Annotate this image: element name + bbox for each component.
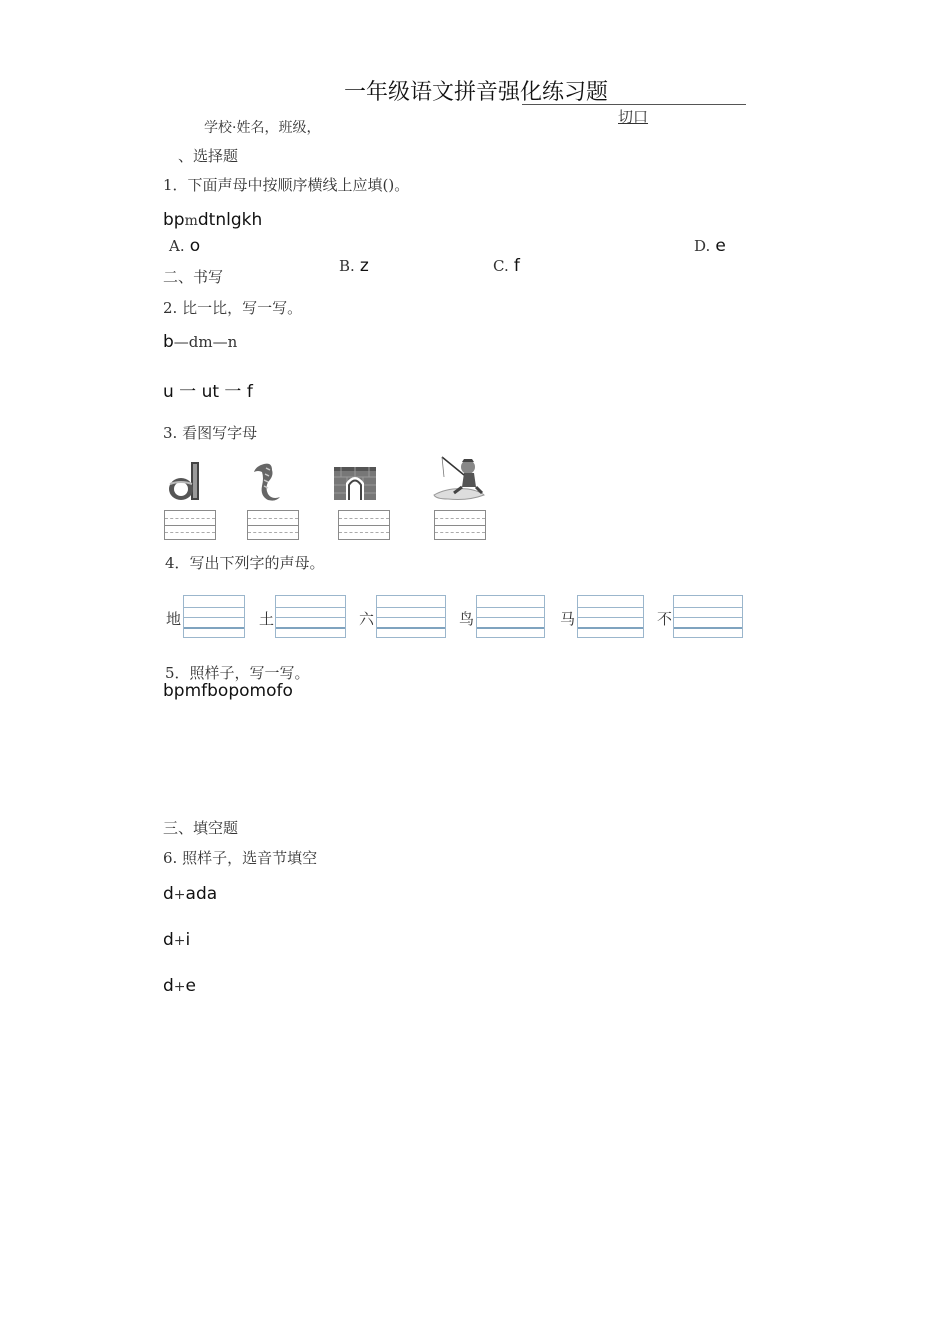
- q4-char-5: 马: [560, 610, 576, 628]
- q6-row-1-final: ada: [185, 884, 218, 904]
- writing-box-2[interactable]: [247, 510, 299, 540]
- q4-char-4: 鸟: [459, 610, 475, 628]
- cut-line: [522, 104, 746, 105]
- q4-box-4[interactable]: [476, 595, 545, 638]
- q4-char-2: 土: [259, 610, 275, 628]
- q2-line-1-b: —dm—n: [173, 333, 238, 351]
- q6-row-2-plus: +: [173, 933, 186, 949]
- q1-prompt: 1．下面声母中按顺序横线上应填()。: [163, 176, 410, 194]
- option-c-label: C.: [493, 257, 509, 275]
- q4-box-2[interactable]: [275, 595, 346, 638]
- q2-line-2: u 一 ut 一 f: [163, 382, 253, 402]
- q4-box-6[interactable]: [673, 595, 743, 638]
- q6-row-3-plus: +: [173, 979, 186, 995]
- option-a-value: o: [189, 236, 201, 256]
- q4-prompt: 4．写出下列字的声母。: [165, 554, 325, 572]
- page-title: 一年级语文拼音强化练习题: [344, 80, 609, 105]
- option-c[interactable]: [493, 256, 520, 276]
- q4-char-3: 六: [359, 610, 375, 628]
- section-fill-heading: 三、填空题: [163, 819, 239, 837]
- q2-line-1-a: b: [163, 332, 174, 352]
- section-writing-heading: 二、书写: [163, 268, 224, 286]
- writing-box-3[interactable]: [338, 510, 390, 540]
- option-d-label: D.: [694, 237, 711, 255]
- q6-row-1-initial: d: [163, 884, 174, 904]
- q3-prompt: 3. 看图写字母: [163, 424, 258, 442]
- option-b[interactable]: [339, 256, 369, 276]
- q6-row-2-final: i: [185, 930, 191, 950]
- school-name-class-line: 学校·姓名，班级，: [204, 120, 321, 136]
- writing-box-4[interactable]: [434, 510, 486, 540]
- option-d-value: e: [715, 236, 726, 256]
- door-arch-picture: [333, 463, 377, 501]
- cut-label: 切口: [618, 108, 649, 126]
- option-c-value: f: [513, 256, 520, 276]
- option-a[interactable]: [169, 236, 200, 256]
- q1-seq-part-m: m: [184, 213, 198, 229]
- q2-line-1: [163, 332, 237, 352]
- seahorse-picture: [250, 460, 290, 504]
- q6-prompt: 6. 照样子，选音节填空: [163, 849, 318, 867]
- q2-prompt: 2. 比一比，写一写。: [163, 299, 303, 317]
- writing-box-1[interactable]: [164, 510, 216, 540]
- q6-row-3: [163, 976, 196, 996]
- q5-example: bpmfbopomofo: [163, 681, 293, 701]
- q4-box-1[interactable]: [183, 595, 245, 638]
- q1-sequence: [163, 210, 262, 230]
- q6-row-3-final: e: [185, 976, 196, 996]
- option-a-label: A.: [169, 237, 185, 255]
- q6-row-1: [163, 884, 217, 904]
- option-d[interactable]: [694, 236, 726, 256]
- q5-prompt: 5．照样子，写一写。: [165, 664, 310, 682]
- q6-row-2-initial: d: [163, 930, 174, 950]
- option-b-value: z: [359, 256, 369, 276]
- q1-seq-part-a: bp: [163, 210, 185, 230]
- letter-d-picture: [164, 460, 204, 502]
- q4-box-3[interactable]: [376, 595, 446, 638]
- q1-seq-part-b: dtnlgkh: [197, 210, 263, 230]
- q6-row-3-initial: d: [163, 976, 174, 996]
- boy-fishing-picture: [428, 455, 488, 501]
- q4-box-5[interactable]: [577, 595, 644, 638]
- q6-row-1-plus: +: [173, 887, 186, 903]
- option-b-label: B.: [339, 257, 355, 275]
- q4-char-1: 地: [166, 610, 182, 628]
- q6-row-2: [163, 930, 190, 950]
- q4-char-6: 不: [657, 610, 673, 628]
- section-choice-heading: 、选择题: [178, 147, 239, 165]
